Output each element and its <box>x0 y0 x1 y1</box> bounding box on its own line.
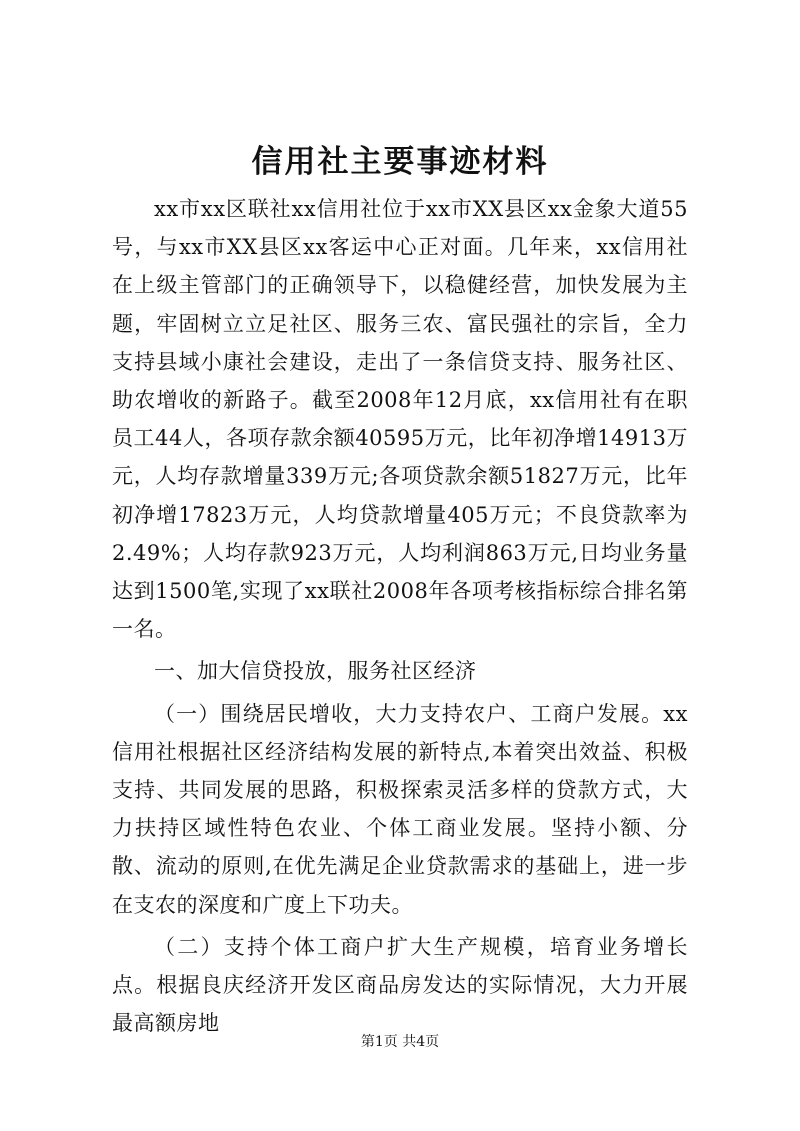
paragraph-subsection-2: （二）支持个体工商户扩大生产规模，培育业务增长点。根据良庆经济开发区商品房发达的实际情况，大力开展最高额房地 <box>112 934 688 1036</box>
page-footer: 第1页 共4页 <box>360 1034 440 1050</box>
document-title: 信用社主要事迹材料 <box>251 144 549 180</box>
paragraph-subsection-1: （一）围绕居民增收，大力支持农户、工商户发展。xx信用社根据社区经济结构发展的新特点,本着突出效益、积极支持、共同发展的思路，积极探索灵活多样的贷款方式，大力扶持区域性特色农业、个体工商业发展。坚持小额、分散、流动的原则,在优先满足企业贷款需求的基础上，进一步在支农的深度和广度上下功夫。 <box>112 701 688 917</box>
section-heading-1: 一、加大信贷投放，服务社区经济 <box>154 659 477 684</box>
paragraph-intro: xx市xx区联社xx信用社位于xx市XX县区xx金象大道55号，与xx市XX县区xx客运中心正对面。几年来，xx信用社在上级主管部门的正确领导下，以稳健经营，加快发展为主题，牢固树立立足社区、服务三农、富民强社的宗旨，全力支持县域小康社会建设，走出了一条信贷支持、服务社区、助农增收的新路子。截至2008年12月底，xx信用社有在职员工44人，各项存款余额40595万元，比年初净增14913万元，人均存款增量339万元;各项贷款余额51827万元，比年初净增17823万元，人均贷款增量405万元；不良贷款率为2.49%；人均存款923万元，人均利润863万元,日均业务量达到1500笔,实现了xx联社2008年各项考核指标综合排名第一名。 <box>112 197 688 642</box>
document-body <box>112 190 688 1046</box>
